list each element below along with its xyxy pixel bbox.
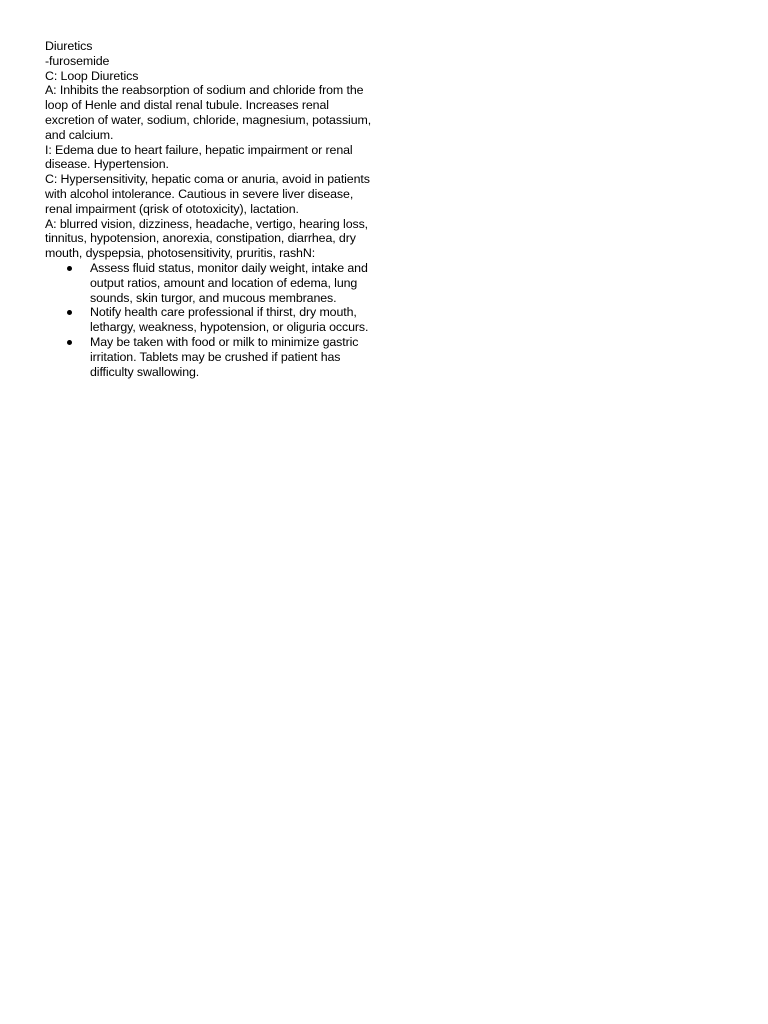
drug-name: -furosemide bbox=[45, 53, 110, 68]
bullet-icon bbox=[67, 266, 72, 271]
list-item-text: Notify health care professional if thirst, dry mouth, lethargy, weakness, hypotension, or oliguria occurs. bbox=[90, 305, 369, 335]
document-title: Diuretics bbox=[45, 39, 93, 53]
nursing-points-list bbox=[45, 261, 375, 379]
document-page bbox=[45, 39, 375, 379]
drug-indications: I: Edema due to heart failure, hepatic impairment or renal disease. Hypertension. bbox=[45, 142, 356, 172]
list-item bbox=[45, 261, 375, 305]
drug-adverse-effects: A: blurred vision, dizziness, headache, vertigo, hearing loss, tinnitus, hypotension, anorexia, constipation, diarrhea, dry mouth, dyspepsia, photosensitivity, pruritis, rashN: bbox=[45, 216, 372, 261]
drug-contraindications: C: Hypersensitivity, hepatic coma or anuria, avoid in patients with alcohol intolerance. Cautious in severe liver disease, renal impairment (qrisk of ototoxicity), lactation. bbox=[45, 172, 374, 216]
list-item-text: May be taken with food or milk to minimize gastric irritation. Tablets may be crushed if patient has difficulty swallowing. bbox=[90, 334, 359, 379]
drug-action: A: Inhibits the reabsorption of sodium and chloride from the loop of Henle and distal renal tubule. Increases renal excretion of water, sodium, chloride, magnesium, potassium, and calcium. bbox=[45, 83, 375, 142]
list-item-text: Assess fluid status, monitor daily weight, intake and output ratios, amount and location of edema, lung sounds, skin turgor, and mucous membranes. bbox=[90, 260, 368, 305]
drug-classification: C: Loop Diuretics bbox=[45, 68, 139, 83]
list-item bbox=[45, 335, 375, 379]
bullet-icon bbox=[67, 340, 72, 345]
bullet-icon bbox=[67, 310, 72, 315]
list-item bbox=[45, 305, 375, 335]
